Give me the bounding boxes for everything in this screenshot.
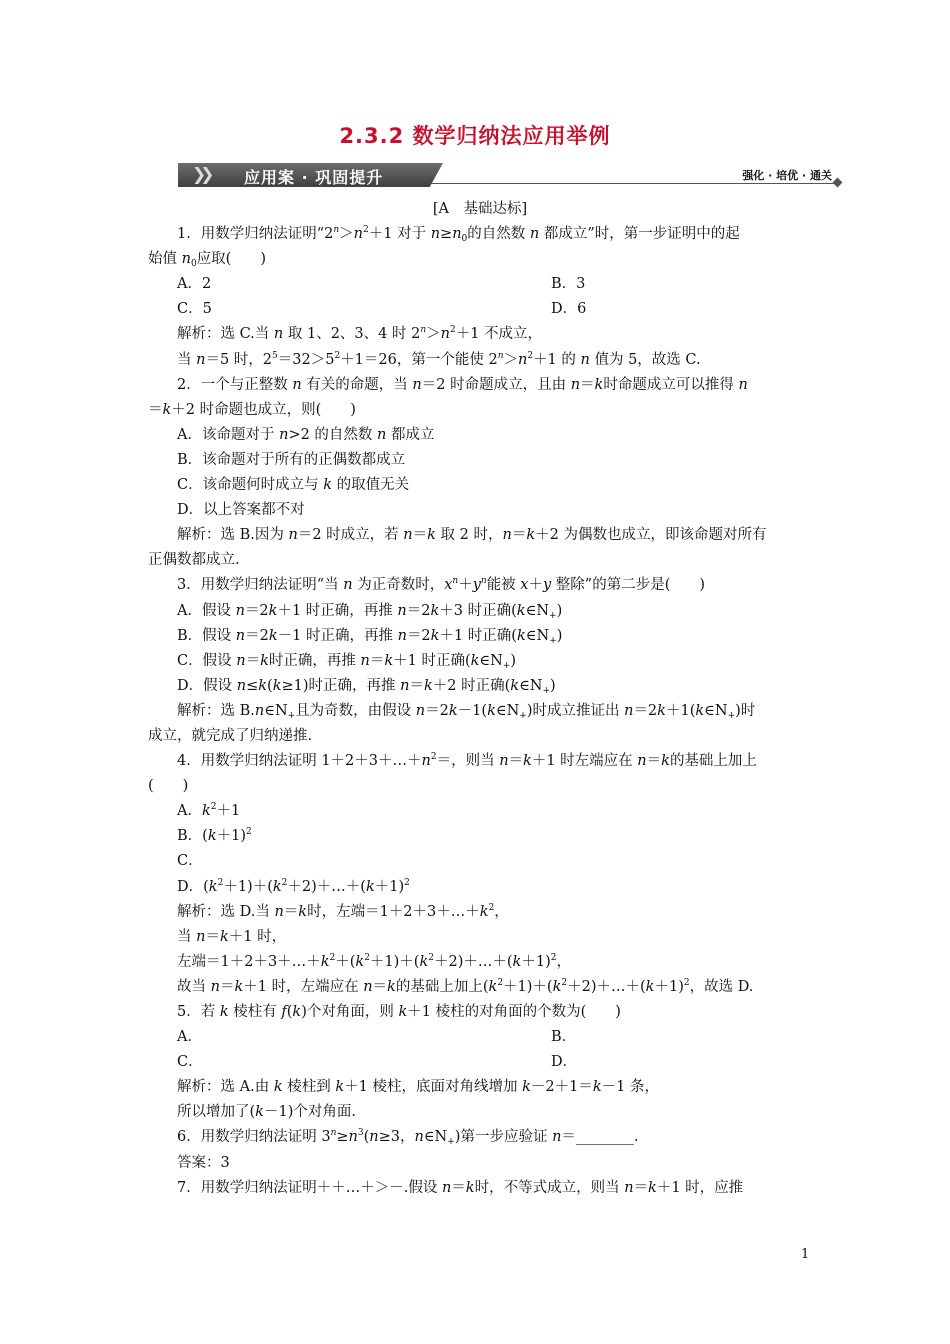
question-6: 6．用数学归纳法证明 $3^n\ge n^3(n\ge 3$，$n\in N_+$)第一步应验证 n＝________. <box>177 1128 639 1148</box>
section-banner <box>178 163 850 187</box>
option-b: B．假设 n＝2k－1 时正确，再推 n＝2k＋1 时正确$(k\in N_+)$ <box>177 627 563 646</box>
options-row: A． B． <box>177 1029 577 1046</box>
solution-2: 解析：选 B.因为 n＝2 时成立，若 n＝k 取 2 时，n＝k＋2 为偶数也成立，即该命题对所有 <box>177 527 767 544</box>
option-c: C．假设 n＝k时正确，再推 n＝k＋1 时正确$(k\in N_+)$ <box>177 652 517 671</box>
option-d: D．假设 n≤k(k≥1)时正确，再推 n＝k＋2 时正确$(k\in N_+)$ <box>177 677 556 696</box>
options-row: A．2 B．3 <box>177 276 586 293</box>
solution-4-cont: 当 n＝k＋1 时， <box>177 928 287 945</box>
page-number: 1 <box>801 1247 810 1262</box>
question-4: 4．用数学归纳法证明 $1+2+3+\dots+n^2=$，则当 n＝k＋1 时左端应在 n＝k的基础上加上 <box>177 752 757 770</box>
option-a: A．$k^2+1$ <box>177 802 241 820</box>
options-row: C．5 D．6 <box>177 301 587 318</box>
solution-2-cont: 正偶数都成立. <box>148 552 240 569</box>
question-2-cont: ＝k＋2 时命题也成立，则( ) <box>148 401 356 418</box>
banner-rule <box>430 183 838 184</box>
option-b: B．该命题对于所有的正偶数都成立 <box>177 451 406 468</box>
section-heading: [A 基础达标] <box>432 201 528 217</box>
option-d: D．$(k^2+1)+(k^2+2)+\dots+(k+1)^2$ <box>177 877 410 895</box>
option-a: A．假设 n＝2k＋1 时正确，再推 n＝2k＋3 时正确$(k\in N_+)$ <box>177 602 563 621</box>
solution-3: 解析：选 $B.n\in N_+$且为奇数，由假设 $n=2k-1(k\in N_+)$时成立推证出 $n=2k+1(k\in N_+)$时 <box>177 702 756 721</box>
question-1: 1．用数学归纳法证明“$2^n>n^2+1$ 对于 $n\ge n_0$的自然数 n 都成立”时，第一步证明中的起 <box>177 225 740 245</box>
solution-1-cont: 当 n＝5 时，$2^5=32>5^2+1=26$，第一个能使 $2^n>n^2+1$ 的 n 值为 5，故选 C. <box>177 350 701 368</box>
question-1-cont: 始值 $n_0$应取( ) <box>148 251 267 270</box>
diamond-icon <box>833 178 843 188</box>
chevron-right-icon: ❯❯ <box>192 165 209 185</box>
solution-4-cont: 故当 n＝k＋1 时，左端应在 n＝k的基础上加上$(k^2+1)+(k^2+2)+\dots+(k+1)^2$，故选 D. <box>177 977 754 995</box>
banner-label: 应用案 · 巩固提升 <box>244 168 384 187</box>
option-d: D．以上答案都不对 <box>177 502 305 519</box>
option-c: C． <box>177 853 203 870</box>
solution-5: 解析：选 A.由 k 棱柱到 k＋1 棱柱，底面对角线增加 k－2＋1＝k－1 条， <box>177 1079 659 1096</box>
solution-3-cont: 成立，就完成了归纳递推. <box>148 727 313 744</box>
question-5: 5．若 k 棱柱有 f(k)个对角面，则 k＋1 棱柱的对角面的个数为( ) <box>177 1004 621 1020</box>
question-7: 7．用数学归纳法证明＋＋…＋＞－.假设 n＝k时，不等式成立，则当 n＝k＋1 时，应推 <box>177 1179 744 1196</box>
answer-6: 答案：3 <box>177 1154 230 1171</box>
banner-tagline: 强化 · 培优 · 通关 <box>742 169 832 182</box>
solution-1: 解析：选 C.当 n 取 1、2、3、4 时 $2^n>n^2+1$ 不成立， <box>177 325 543 343</box>
solution-4-cont: 左端$=1+2+3+\dots+k^2+(k^2+1)+(k^2+2)+\dots+(k+1)^2$， <box>177 952 571 970</box>
option-c: C．该命题何时成立与 k 的取值无关 <box>177 477 410 494</box>
option-b: B．$(k+1)^2$ <box>177 827 252 845</box>
option-a: A．该命题对于 n>2 的自然数 n 都成立 <box>177 426 435 443</box>
solution-5-cont: 所以增加了(k－1)个对角面. <box>177 1104 356 1121</box>
question-2: 2．一个与正整数 n 有关的命题，当 n＝2 时命题成立，且由 n＝k时命题成立可以推得 n <box>177 376 748 393</box>
document-body <box>148 197 812 1201</box>
question-4-cont: ( ) <box>148 778 189 795</box>
options-row: C． D． <box>177 1054 578 1071</box>
question-3: 3．用数学归纳法证明“当 n 为正奇数时，$x^n+y^n$能被 x＋y 整除”的第二步是( ) <box>177 576 706 594</box>
page-title: 2.3.2 数学归纳法应用举例 <box>339 124 611 148</box>
solution-4: 解析：选 D.当 n＝k时，左端$=1+2+3+\dots+k^2$， <box>177 902 509 920</box>
